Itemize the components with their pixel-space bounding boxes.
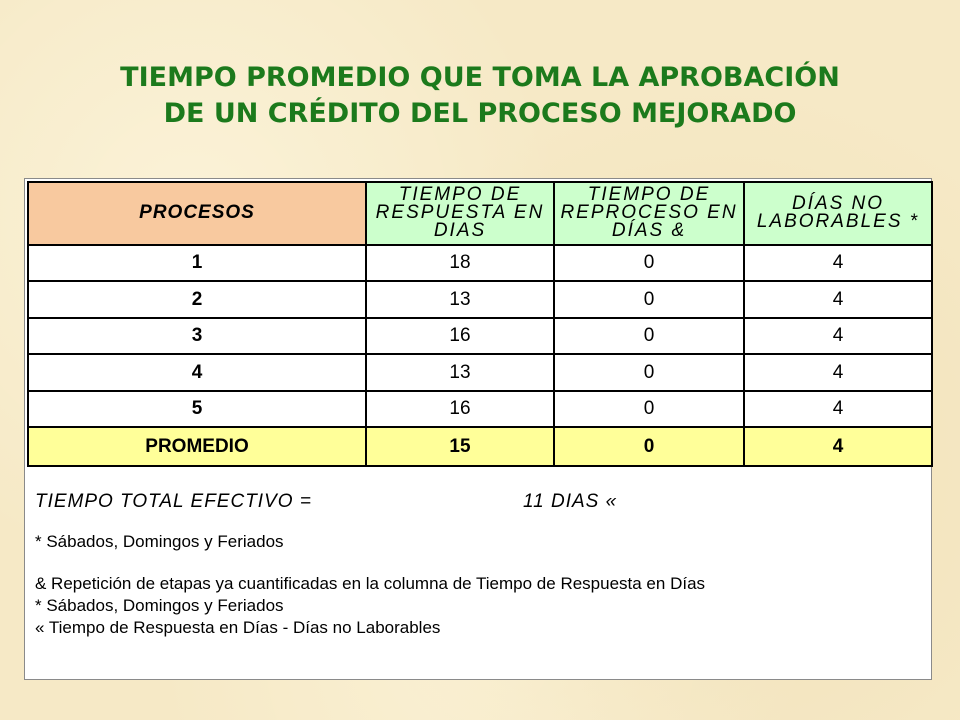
table-row — [28, 245, 932, 282]
response-time: 16 — [366, 318, 554, 355]
page-title — [0, 60, 960, 132]
average-label: PROMEDIO — [28, 427, 366, 466]
table-header-row — [28, 182, 932, 245]
non-working-days: 4 — [744, 245, 932, 282]
average-response-time: 15 — [366, 427, 554, 466]
reprocess-time: 0 — [554, 318, 744, 355]
header-dias-no-laborables: DÍAS NO LABORABLES * — [744, 182, 932, 245]
data-panel — [24, 178, 932, 680]
notes-section — [35, 485, 925, 639]
response-time: 18 — [366, 245, 554, 282]
response-time: 13 — [366, 354, 554, 391]
footnote-effective: « Tiempo de Respuesta en Días - Días no Laborables — [35, 618, 441, 637]
process-id: 3 — [28, 318, 366, 355]
header-procesos: PROCESOS — [28, 182, 366, 245]
title-line-1: TIEMPO PROMEDIO QUE TOMA LA APROBACIÓN — [120, 62, 840, 93]
process-id: 2 — [28, 281, 366, 318]
footnote-reprocess: & Repetición de etapas ya cuantificadas en la columna de Tiempo de Respuesta en Días — [35, 574, 706, 593]
average-row — [28, 427, 932, 466]
table-row — [28, 281, 932, 318]
non-working-days: 4 — [744, 391, 932, 428]
footnote-non-working-repeat: * Sábados, Domingos y Feriados — [35, 596, 284, 615]
table-row — [28, 318, 932, 355]
process-id: 1 — [28, 245, 366, 282]
header-tiempo-respuesta: TIEMPO DE RESPUESTA EN DIAS — [366, 182, 554, 245]
reprocess-time: 0 — [554, 391, 744, 428]
process-id: 4 — [28, 354, 366, 391]
reprocess-time: 0 — [554, 245, 744, 282]
effective-time — [35, 485, 925, 521]
average-reprocess-time: 0 — [554, 427, 744, 466]
process-id: 5 — [28, 391, 366, 428]
footnote-non-working: * Sábados, Domingos y Feriados — [35, 532, 284, 551]
effective-time-value: 11 DIAS « — [523, 491, 618, 512]
table-row — [28, 354, 932, 391]
times-table — [27, 181, 933, 467]
non-working-days: 4 — [744, 318, 932, 355]
table-row — [28, 391, 932, 428]
non-working-days: 4 — [744, 354, 932, 391]
response-time: 16 — [366, 391, 554, 428]
average-non-working-days: 4 — [744, 427, 932, 466]
response-time: 13 — [366, 281, 554, 318]
header-tiempo-reproceso: TIEMPO DE REPROCESO EN DÍAS & — [554, 182, 744, 245]
title-line-2: DE UN CRÉDITO DEL PROCESO MEJORADO — [163, 98, 797, 129]
effective-time-label: TIEMPO TOTAL EFECTIVO = — [35, 491, 312, 512]
non-working-days: 4 — [744, 281, 932, 318]
reprocess-time: 0 — [554, 281, 744, 318]
reprocess-time: 0 — [554, 354, 744, 391]
